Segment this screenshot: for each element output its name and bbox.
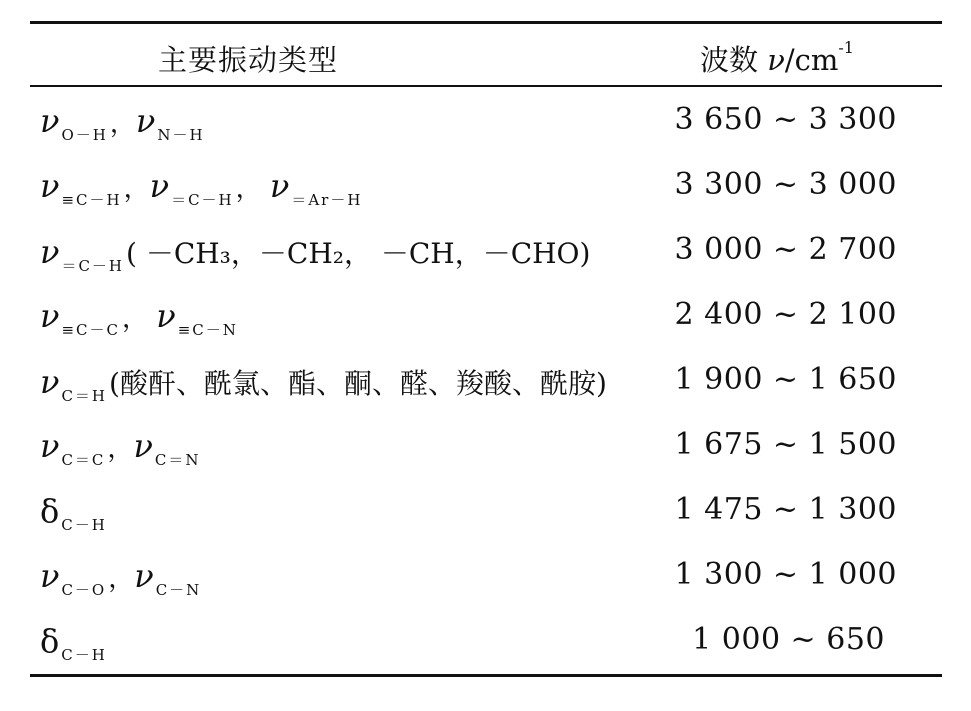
compound-note: ( －CH₃，－CH₂， －CH，－CHO) xyxy=(126,237,591,270)
bond-subscript: ≡C－C xyxy=(61,321,120,339)
header-unit-exponent: -1 xyxy=(838,38,854,58)
wavenumber-range-cell: 1 900 ~ 1 650 xyxy=(674,362,897,397)
separator: ， xyxy=(123,174,150,204)
wavenumber-range-cell: 2 400 ~ 2 100 xyxy=(674,297,897,332)
vibration-type-cell xyxy=(40,362,607,405)
separator: ， xyxy=(108,564,135,594)
bond-subscript: C－H xyxy=(61,646,107,664)
nu-symbol: ν xyxy=(40,557,60,595)
bond-subscript: C－H xyxy=(61,516,107,534)
bond-subscript: ＝C－H xyxy=(171,191,234,209)
vibration-type-cell xyxy=(40,232,591,275)
table-top-rule xyxy=(30,21,942,24)
header-wavenumber xyxy=(700,38,854,79)
header-wavenumber-label: 波数 xyxy=(700,43,768,77)
nu-symbol: ν xyxy=(40,363,60,401)
bond-subscript: C－O xyxy=(61,581,107,599)
table-row xyxy=(0,90,971,155)
wavenumber-range-cell: 3 300 ~ 3 000 xyxy=(674,167,897,202)
bond-subscript: C－N xyxy=(155,581,202,599)
bond-subscript: O－H xyxy=(61,126,108,144)
nu-symbol: ν xyxy=(40,297,60,335)
header-vibration-type: 主要振动类型 xyxy=(158,43,339,77)
bond-subscript: C＝C xyxy=(61,451,106,469)
table-row xyxy=(0,415,971,480)
vibration-type-cell xyxy=(40,622,109,664)
nu-symbol: ν xyxy=(156,297,176,335)
bond-subscript: C＝N xyxy=(154,451,201,469)
bond-subscript: ≡C－H xyxy=(61,191,122,209)
wavenumber-range-cell: 1 300 ~ 1 000 xyxy=(674,557,897,592)
table-body xyxy=(0,90,971,675)
table-row xyxy=(0,545,971,610)
nu-symbol: ν xyxy=(134,557,154,595)
nu-symbol: ν xyxy=(40,167,60,205)
table-row xyxy=(0,480,971,545)
vibration-type-cell xyxy=(40,102,207,144)
bond-subscript: ＝Ar－H xyxy=(291,191,363,209)
wavenumber-range-cell: 3 650 ~ 3 300 xyxy=(674,102,897,137)
table-row xyxy=(0,220,971,285)
nu-symbol: ν xyxy=(133,427,153,465)
compound-note: (酸酐、酰氯、酯、酮、醛、羧酸、酰胺) xyxy=(109,367,607,400)
separator: ， xyxy=(109,109,136,139)
table-header-rule xyxy=(30,85,942,87)
table-row xyxy=(0,350,971,415)
wavenumber-range-cell: 1 675 ~ 1 500 xyxy=(674,427,897,462)
table-row xyxy=(0,155,971,220)
bond-subscript: C＝H xyxy=(61,387,108,405)
nu-symbol: ν xyxy=(40,427,60,465)
header-unit: /cm xyxy=(784,43,839,77)
delta-symbol: δ xyxy=(40,622,60,660)
vibration-type-cell xyxy=(40,557,203,599)
bond-subscript: ＝C－H xyxy=(61,257,125,275)
vibration-type-cell xyxy=(40,492,109,534)
nu-symbol: ν xyxy=(40,233,60,271)
delta-symbol: δ xyxy=(40,492,60,530)
nu-symbol: ν xyxy=(40,102,60,140)
vibration-type-cell xyxy=(40,297,240,339)
bond-subscript: N－H xyxy=(157,126,205,144)
nu-symbol: ν xyxy=(135,102,156,140)
nu-symbol: ν xyxy=(149,167,170,205)
wavenumber-range-cell: 3 000 ~ 2 700 xyxy=(674,232,897,267)
separator: ， xyxy=(121,304,157,334)
bond-subscript: ≡C－N xyxy=(177,321,238,339)
vibration-type-cell xyxy=(40,167,364,209)
wavenumber-range-cell: 1 000 ~ 650 xyxy=(692,622,885,657)
separator: ， xyxy=(235,174,270,204)
vibration-type-cell xyxy=(40,427,203,469)
table-row xyxy=(0,285,971,350)
header-nu-symbol: ν xyxy=(767,43,785,77)
separator: ， xyxy=(107,434,134,464)
nu-symbol: ν xyxy=(269,167,290,205)
table-bottom-rule xyxy=(30,674,942,677)
wavenumber-range-cell: 1 475 ~ 1 300 xyxy=(674,492,897,527)
table-row xyxy=(0,610,971,675)
